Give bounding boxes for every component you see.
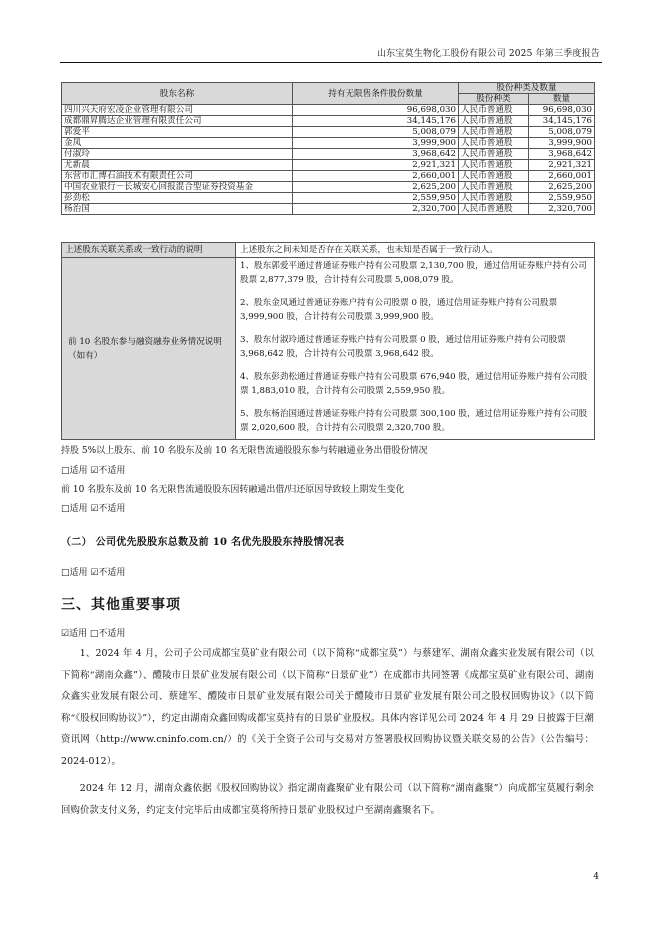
share-type: 人民币普通股 (459, 105, 529, 116)
holder-name: 东营市汇博石油技术有限责任公司 (62, 171, 293, 182)
section-preferred-applicability: □适用 ☑不适用 (61, 568, 126, 578)
holder-qty: 34,145,176 (293, 116, 459, 127)
table-row (62, 116, 595, 127)
share-count: 34,145,176 (529, 116, 595, 127)
matter-paragraph-1: 1、2024 年 4 月，公司子公司成都宝莫矿业有限公司（以下简称“成都宝莫”）与蔡建军、湖南众鑫实业发展有限公司（以下简称“湖南众鑫”）、醴陵市日景矿业发展有限公司（以下简称“日景矿业”）在成都市共同签署《成都宝莫矿业有限公司、湖南众鑫实业发展有限公司、蔡建军、醴陵市日景矿业发展有限公司关于醴陵市日景矿业发展有限公司之股权回购协议》（以下简称“《股权回购协议》”），约定由湖南众鑫回购成都宝莫持有的日景矿业股权。具体内容详见公司 2024 年 4 月 29 日披露于巨潮资讯网（http://www.cninfo.com.cn/）的《关于全资子公司与交易对方签署股权回购协议暨关联交易的公告》（公告编号：2024-012）。 (61, 648, 594, 767)
share-type: 人民币普通股 (459, 127, 529, 138)
table-row (62, 127, 595, 138)
report-header: 山东宝莫生物化工股份有限公司 2025 年第三季度报告 (376, 49, 600, 59)
table-row (62, 171, 595, 182)
holder-name: 金凤 (62, 138, 293, 149)
financing-details (236, 258, 595, 440)
holder-qty: 2,320,700 (293, 204, 459, 215)
share-type: 人民币普通股 (459, 182, 529, 193)
holder-name: 成都鼎昇腾达企业管理有限责任公司 (62, 116, 293, 127)
share-count: 2,320,700 (529, 204, 595, 215)
financing-item: 4、股东彭劲松通过普通证券账户持有公司股票 676,940 股，通过信用证券账户持有公司股票 1,883,010 股，合计持有公司股票 2,559,950 股。 (240, 372, 588, 396)
holder-qty: 5,008,079 (293, 127, 459, 138)
holder-qty: 96,698,030 (293, 105, 459, 116)
financing-item: 5、股东杨治国通过普通证券账户持有公司股票 300,100 股，通过信用证券账户持有公司股票 2,020,600 股，合计持有公司股票 2,320,700 股。 (240, 409, 588, 433)
section-preferred-title: （二） 公司优先股股东总数及前 10 名优先股股东持股情况表 (61, 537, 345, 548)
share-count: 2,559,950 (529, 193, 595, 204)
share-type: 人民币普通股 (459, 171, 529, 182)
matter-paragraph-2: 2024 年 12 月，湖南众鑫依据《股权回购协议》指定湖南鑫聚矿业有限公司（以下简称“湖南鑫聚”）向成都宝莫履行剩余回购价款支付义务，约定支付完毕后由成都宝莫将所持日景矿业股权过户至湖南鑫聚名下。 (61, 783, 594, 816)
table-row (62, 193, 595, 204)
header-divider (60, 62, 602, 63)
holder-qty: 2,660,001 (293, 171, 459, 182)
table-row (62, 149, 595, 160)
share-count: 2,625,200 (529, 182, 595, 193)
holder-name: 尤新晨 (62, 160, 293, 171)
col-header-name: 股东名称 (62, 83, 293, 105)
holder-name: 郭爱平 (62, 127, 293, 138)
share-count: 96,698,030 (529, 105, 595, 116)
share-type: 人民币普通股 (459, 138, 529, 149)
holder-name: 中国农业银行－长城安心回报混合型证券投资基金 (62, 182, 293, 193)
table-row (62, 204, 595, 215)
financing-item: 3、股东付淑玲通过普通证券账户持有公司股票 0 股，通过信用证券账户持有公司股票 3,968,642 股，合计持有公司股票 3,968,642 股。 (240, 335, 566, 359)
section-other-applicability: ☑适用 □不适用 (61, 629, 126, 639)
lending-applicability: □适用 ☑不适用 (61, 466, 126, 476)
lending-note: 持股 5%以上股东、前 10 名股东及前 10 名无限售流通股股东参与转融通业务出借股份情况 (61, 446, 428, 456)
table-row (62, 160, 595, 171)
col-header-type-group: 股份种类及数量 (459, 83, 595, 94)
financing-item: 1、股东郭爱平通过普通证券账户持有公司股票 2,130,700 股，通过信用证券账户持有公司股票 2,877,379 股，合计持有公司股票 5,008,079 股。 (240, 261, 587, 285)
financing-row (62, 258, 595, 440)
share-type: 人民币普通股 (459, 160, 529, 171)
change-note: 前 10 名股东及前 10 名无限售流通股股东因转融通出借/归还原因导致较上期发生变化 (61, 485, 405, 495)
share-type: 人民币普通股 (459, 149, 529, 160)
relation-row (62, 243, 595, 258)
holder-name: 彭劲松 (62, 193, 293, 204)
holder-notes-table (61, 242, 595, 440)
holder-qty: 3,968,642 (293, 149, 459, 160)
top-holders-table (61, 82, 595, 215)
table-row (62, 138, 595, 149)
share-count: 3,968,642 (529, 149, 595, 160)
holder-qty: 2,625,200 (293, 182, 459, 193)
share-type: 人民币普通股 (459, 204, 529, 215)
holder-qty: 2,921,321 (293, 160, 459, 171)
share-type: 人民币普通股 (459, 193, 529, 204)
relation-text: 上述股东之间未知是否存在关联关系，也未知是否属于一致行动人。 (236, 243, 595, 258)
col-header-count: 数量 (529, 94, 595, 105)
share-type: 人民币普通股 (459, 116, 529, 127)
relation-label: 上述股东关联关系或一致行动的说明 (62, 243, 236, 258)
table-row (62, 182, 595, 193)
share-count: 5,008,079 (529, 127, 595, 138)
col-header-type: 股份种类 (459, 94, 529, 105)
change-applicability: □适用 ☑不适用 (61, 504, 126, 514)
holder-name: 四川兴天府宏凌企业管理有限公司 (62, 105, 293, 116)
col-header-qty: 持有无限售条件股份数量 (293, 83, 459, 105)
share-count: 3,999,900 (529, 138, 595, 149)
financing-item: 2、股东金凤通过普通证券账户持有公司股票 0 股，通过信用证券账户持有公司股票 3,999,900 股，合计持有公司股票 3,999,900 股。 (240, 298, 558, 322)
financing-label: 前 10 名股东参与融资融券业务情况说明（如有） (62, 258, 236, 440)
holder-qty: 3,999,900 (293, 138, 459, 149)
section-other-title: 三、其他重要事项 (61, 597, 181, 613)
holder-name: 付淑玲 (62, 149, 293, 160)
share-count: 2,921,321 (529, 160, 595, 171)
share-count: 2,660,001 (529, 171, 595, 182)
page-number: 4 (593, 872, 599, 882)
holder-name: 杨治国 (62, 204, 293, 215)
holder-qty: 2,559,950 (293, 193, 459, 204)
table-row (62, 105, 595, 116)
